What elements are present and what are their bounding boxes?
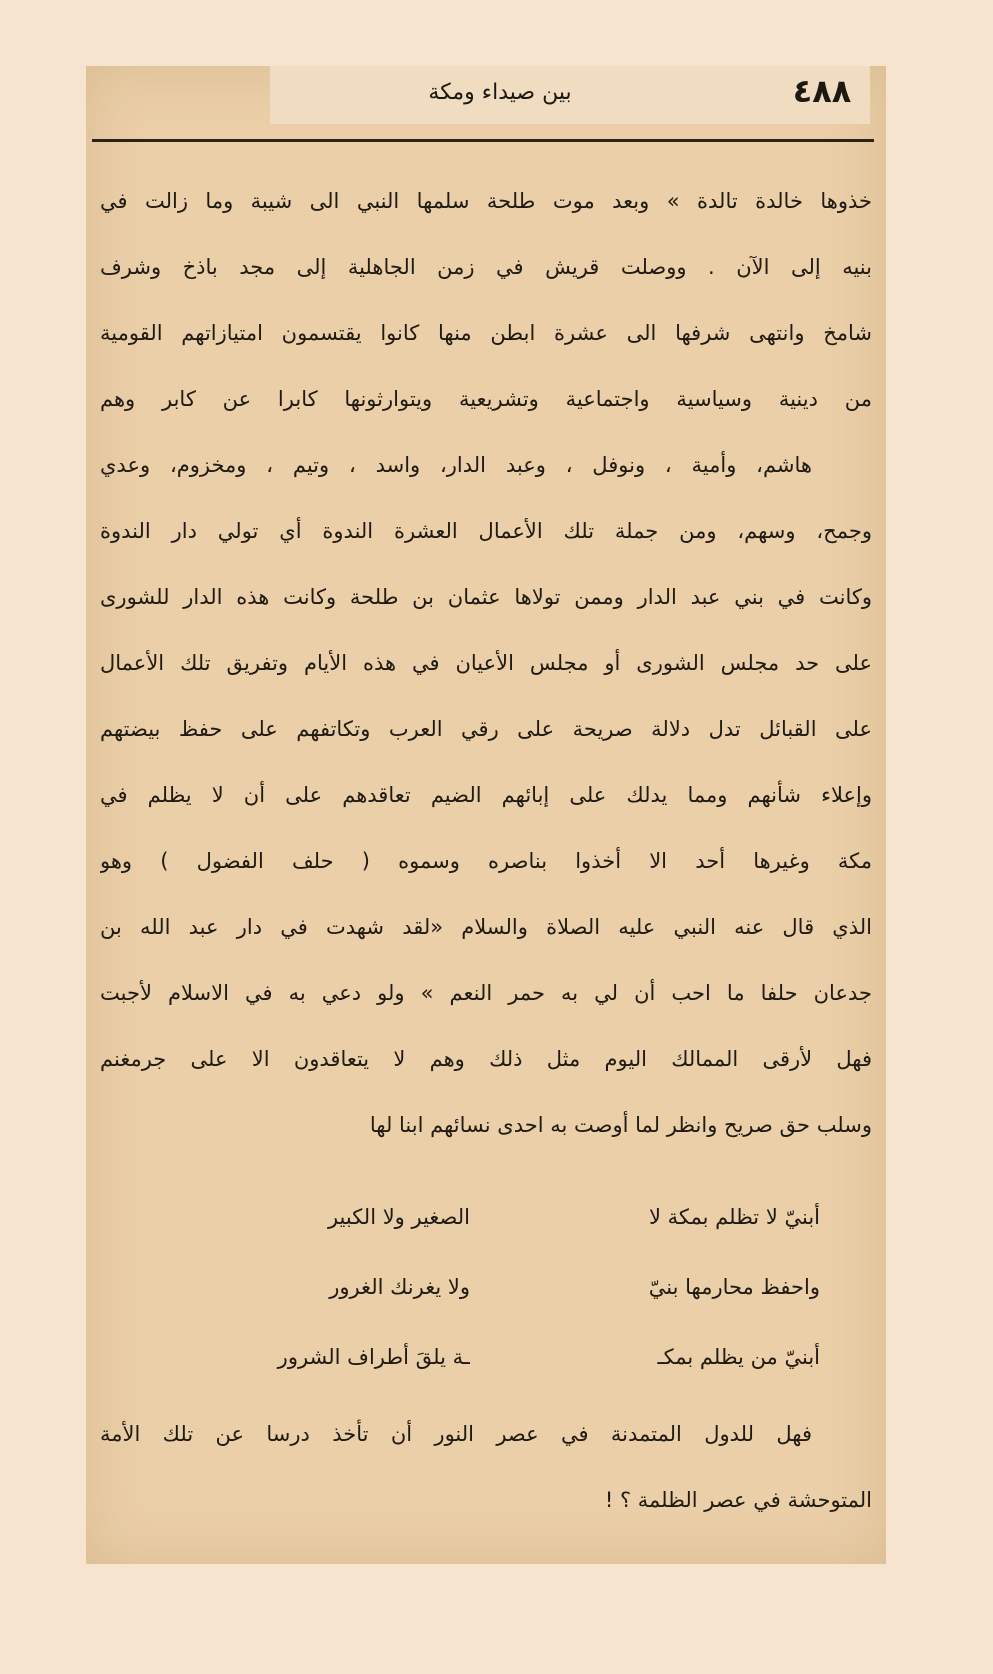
text-line: وجمح، وسهم، ومن جملة تلك الأعمال العشرة الندوة أي تولي دار الندوة (100, 519, 872, 543)
poem (180, 1182, 820, 1392)
poem-second-hemistich: ـة يلقَ أطراف الشرور (277, 1345, 470, 1369)
text-line: بنيه إلى الآن . ووصلت قريش في زمن الجاهلية إلى مجد باذخ وشرف (100, 255, 872, 279)
text-line: شامخ وانتهى شرفها الى عشرة ابطن منها كانوا يقتسمون امتيازاتهم القومية (100, 321, 872, 345)
text-line: على حد مجلس الشورى أو مجلس الأعيان في هذه الأيام وتفريق تلك الأعمال (100, 651, 872, 675)
text-line: المتوحشة في عصر الظلمة ؟ ! (604, 1488, 872, 1512)
page-number: ٤٨٨ (792, 72, 852, 110)
text-line: خذوها خالدة تالدة » وبعد موت طلحة سلمها النبي الى شيبة وما زالت في (100, 189, 872, 213)
poem-verse (180, 1252, 820, 1322)
poem-first-hemistich: أبنيّ لا تظلم بمكة لا (648, 1205, 820, 1229)
text-line: وإعلاء شأنهم ومما يدلك على إبائهم الضيم تعاقدهم على أن لا يظلم في (100, 783, 872, 807)
text-line: الذي قال عنه النبي عليه الصلاة والسلام «لقد شهدت في دار عبد الله بن (100, 915, 872, 939)
poem-first-hemistich: أبنيّ من يظلم بمكـ (657, 1345, 820, 1369)
poem-first-hemistich: واحفظ محارمها بنيّ (648, 1275, 820, 1299)
poem-verse (180, 1182, 820, 1252)
text-line: مكة وغيرها أحد الا أخذوا بناصره وسموه ( حلف الفضول ) وهو (100, 849, 872, 873)
poem-verse (180, 1322, 820, 1392)
header-rule (92, 139, 874, 142)
poem-second-hemistich: ولا يغرنك الغرور (329, 1275, 470, 1299)
text-line: وكانت في بني عبد الدار وممن تولاها عثمان بن طلحة وكانت هذه الدار للشورى (100, 585, 872, 609)
text-line: فهل للدول المتمدنة في عصر النور أن تأخذ درسا عن تلك الأمة (100, 1422, 812, 1446)
closing-paragraph (100, 1400, 872, 1532)
poem-second-hemistich: الصغير ولا الكبير (327, 1205, 470, 1229)
text-line: فهل لأرقى الممالك اليوم مثل ذلك وهم لا يتعاقدون الا على جرمغنم (100, 1047, 872, 1071)
running-head-title: بين صيداء ومكة (428, 80, 572, 105)
main-text (100, 168, 872, 1158)
text-line: جدعان حلفا ما احب أن لي به حمر النعم » ولو دعي به في الاسلام لأجبت (100, 981, 872, 1005)
text-line: على القبائل تدل دلالة صريحة على رقي العرب وتكاتفهم على حفظ بيضتهم (100, 717, 872, 741)
text-line: هاشم، وأمية ، ونوفل ، وعبد الدار، واسد ، وتيم ، ومخزوم، وعدي (100, 453, 812, 477)
text-line: وسلب حق صريح وانظر لما أوصت به احدى نسائهم ابنا لها (369, 1113, 872, 1137)
text-line: من دينية وسياسية واجتماعية وتشريعية ويتوارثونها كابرا عن كابر وهم (100, 387, 872, 411)
